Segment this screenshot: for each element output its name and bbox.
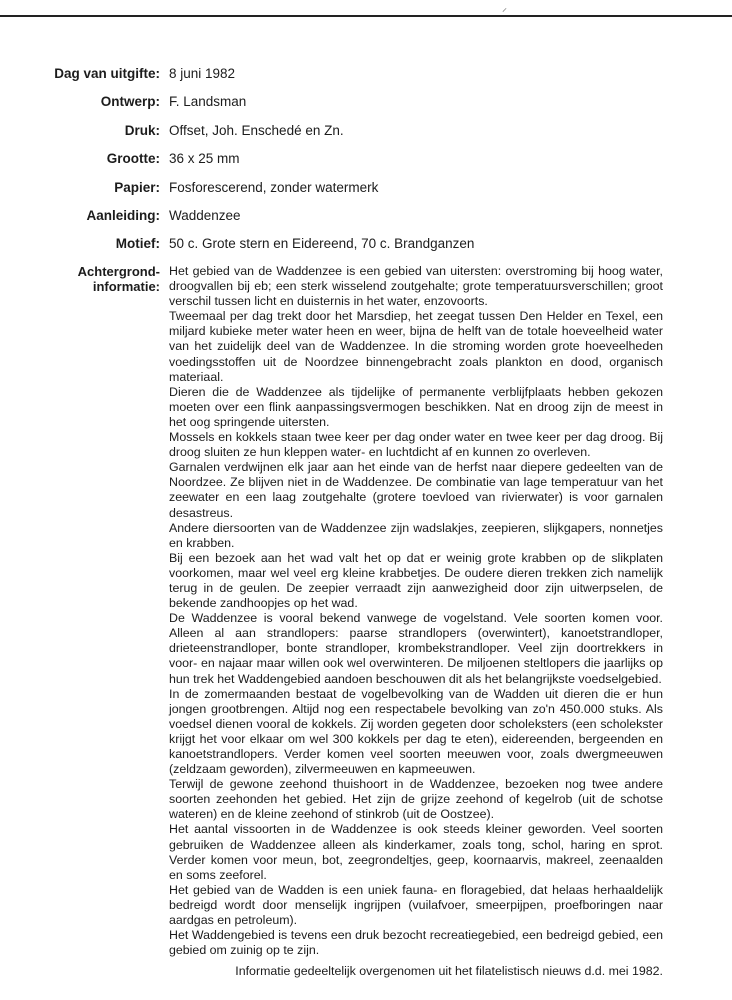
field-value: Fosforescerend, zonder watermerk [169, 179, 379, 195]
field-value: 8 juni 1982 [169, 66, 236, 81]
field-row-release-date [0, 60, 732, 88]
paragraph: Het aantal vissoorten in de Waddenzee is ook steeds kleiner geworden. Veel soorten gebruiken de Waddenzee alleen als kinderkamer, zoals tong, schol, haring en sprot. Verder komen voor meun, bot, zeegrondeltjes, geep, koornaarvis, makreel, zeenaalden en soms zeeforel. [169, 822, 663, 882]
paragraph: Dieren die de Waddenzee als tijdelijke of permanente verblijfplaats hebben gekozen moeten over een flink aanpassingsvermogen beschikken. Nat en droog zijn de meest in het oog springende uitersten. [169, 384, 663, 429]
source-note: Informatie gedeeltelijk overgenomen uit het filatelistisch nieuws d.d. mei 1982. [235, 964, 663, 978]
top-rule [0, 15, 732, 17]
paragraph: Garnalen verdwijnen elk jaar aan het einde van de herfst naar diepere gedeelten van de Noordzee. Ze blijven niet in de Waddenzee. De combinatie van lage temperatuur van het zeewater en een laag zoutgehalte (grotere toevloed van rivierwater) is voor garnalen desastreus. [169, 460, 663, 520]
field-label: Aanleiding: [86, 207, 160, 223]
background-info-label [78, 264, 160, 294]
paragraph: Andere diersoorten van de Waddenzee zijn wadslakjes, zeepieren, slijkgapers, nonnetjes en krabben. [169, 520, 663, 550]
paragraph: De Waddenzee is vooral bekend vanwege de vogelstand. Vele soorten komen voor. Alleen al aan strandlopers: paarse strandlopers (overwintert), kanoetstrandloper, drieteenstrandloper, bonte strandloper, krombekstrandloper. Veel zijn doortrekkers in voor- en najaar maar willen ook wel overwinteren. De miljoenen steltlopers die jaarlijks op hun trek het Waddengebied aandoen beschouwen dit als het belangrijkste voedselgebied. [169, 611, 663, 686]
field-row-design [0, 88, 732, 116]
background-label-line: informatie: [92, 279, 160, 294]
field-value: Offset, Joh. Enschedé en Zn. [169, 122, 344, 138]
stamp-details [0, 60, 732, 259]
corner-mark: ⸝ [502, 3, 507, 14]
field-row-print [0, 117, 732, 145]
paragraph: In de zomermaanden bestaat de vogelbevolking van de Wadden uit dieren die er hun jongen grootbrengen. Altijd nog een respectabele bevolking van zo'n 450.000 stuks. Als voedsel dienen vooral de kokkels. Zij worden gegeten door scholeksters (een scholekster krijgt het voor elkaar om wel 300 kokkels per dag te eten), eidereenden, bergeenden en kanoetstrandlopers. Verder komen veel soorten meeuwen voor, zoals dwergmeeuwen (zeldzaam geworden), zilvermeeuwen en kapmeeuwen. [169, 686, 663, 777]
paragraph: Terwijl de gewone zeehond thuishoort in de Waddenzee, bezoeken nog twee andere soorten zeehonden het gebied. Het zijn de grijze zeehond of kegelrob (uit de schotse wateren) en de kleine zeehond of stinkrob (uit de Oostzee). [169, 777, 663, 822]
field-label: Dag van uitgifte: [54, 66, 160, 81]
field-label: Papier: [114, 179, 160, 195]
field-label: Motief: [115, 236, 160, 252]
field-row-size [0, 145, 732, 173]
paragraph: Tweemaal per dag trekt door het Marsdiep, het zeegat tussen Den Helder en Texel, een miljard kubieke meter water heen en weer, bijna de helft van de totale hoeveelheid water van het zuidelijk deel van de Waddenzee. In die stroming worden grote hoeveelheden voedingsstoffen uit de Noordzee binnengebracht zoals plankton en dood, organisch materiaal. [169, 309, 663, 384]
field-row-motif [0, 230, 732, 258]
field-label: Grootte: [106, 151, 160, 167]
paragraph: Mossels en kokkels staan twee keer per dag onder water en twee keer per dag droog. Bij droog sluiten ze hun kleppen water- en luchtdicht af en kunnen zo overleven. [169, 430, 663, 460]
field-value: F. Landsman [169, 94, 247, 110]
paragraph: Het gebied van de Waddenzee is een gebied van uitersten: overstroming bij hoog water, droogvallen bij eb; een sterk wisselend zoutgehalte; grote temperatuursverschillen; groot verschil tussen licht en duisternis in het water, enzovoorts. [169, 264, 663, 309]
paragraph: Het gebied van de Wadden is een uniek fauna- en floragebied, dat helaas herhaaldelijk bedreigd wordt door menselijk ingrijpen (vuilafvoer, smeerpijpen, proefboringen naar aardgas en petroleum). [169, 882, 663, 928]
paragraph: Het Waddengebied is tevens een druk bezocht recreatiegebied, een bedreigd gebied, een gebied om zuinig op te zijn. [169, 928, 663, 958]
paragraph: Bij een bezoek aan het wad valt het op dat er weinig grote krabben op de slikplaten voorkomen, maar wel veel erg kleine krabbetjes. De oudere dieren trekken zich namelijk terug in de geulen. De zeepier verraadt zijn aanwezigheid door zijn uitwerpselen, de bekende zandhoopjes op het wad. [169, 550, 663, 611]
field-label: Druk: [124, 122, 160, 138]
field-row-paper [0, 174, 732, 202]
field-value: 36 x 25 mm [169, 151, 240, 167]
field-value: 50 c. Grote stern en Eidereend, 70 c. Brandganzen [169, 236, 475, 252]
field-row-occasion [0, 202, 732, 230]
background-info-text [169, 264, 663, 958]
field-value: Waddenzee [169, 207, 241, 223]
background-label-line: Achtergrond- [77, 264, 160, 279]
field-label: Ontwerp: [100, 94, 160, 110]
